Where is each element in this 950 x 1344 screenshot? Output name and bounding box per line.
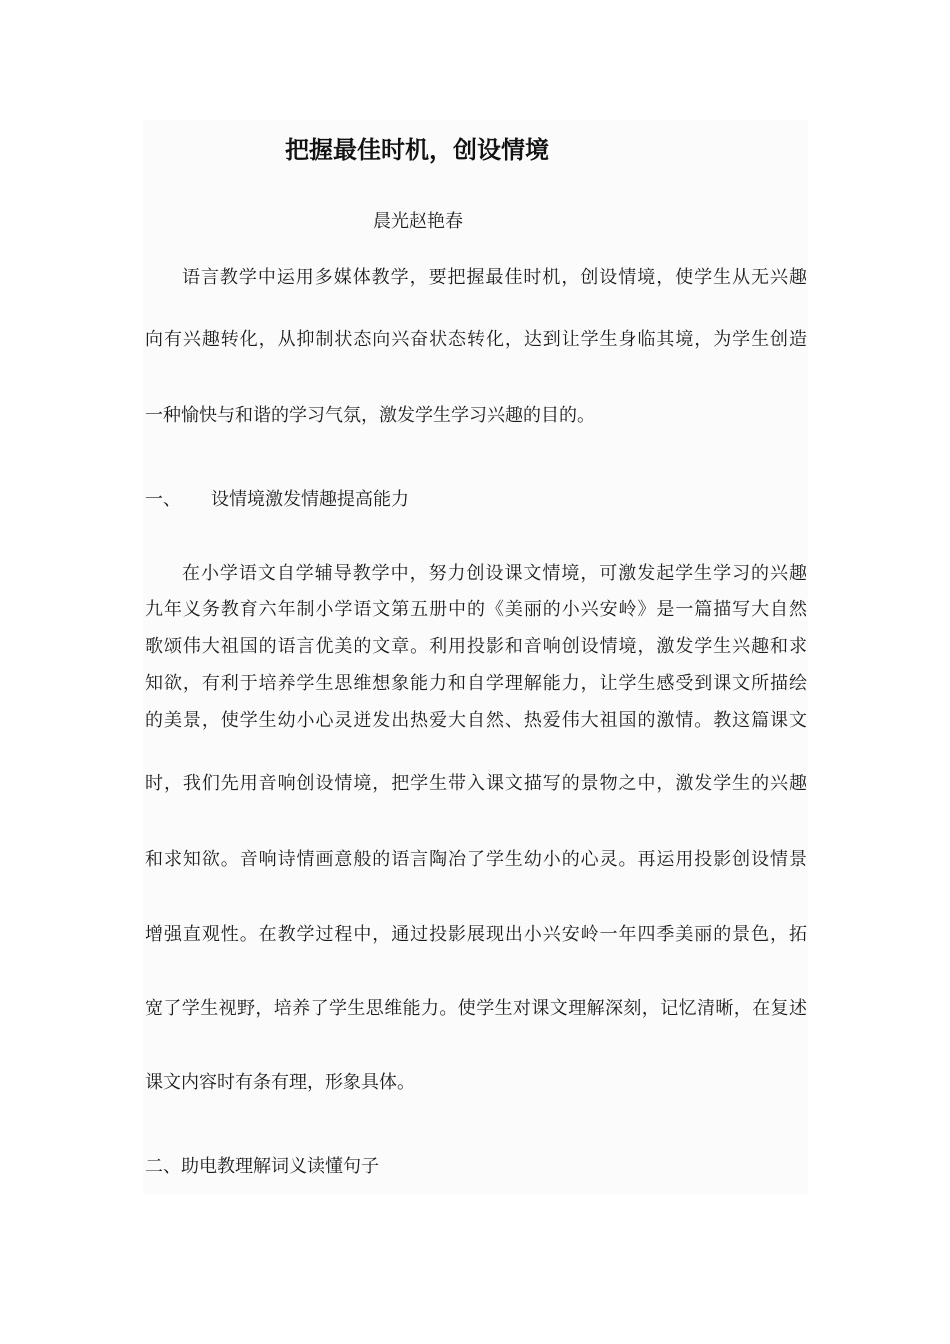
section-1-line-4: 知欲，有利于培养学生思维想象能力和自学理解能力，让学生感受到课文所描绘 (145, 673, 807, 694)
section-1-line-3: 歌颂伟大祖国的语言优美的文章。利用投影和音响创设情境，激发学生兴趣和求 (145, 636, 807, 657)
section-1-number: 一、 (145, 489, 181, 510)
intro-line-2: 向有兴趣转化，从抑制状态向兴奋状态转化，达到让学生身临其境，为学生创造 (145, 329, 807, 350)
section-1-line-8: 增强直观性。在教学过程中，通过投影展现出小兴安岭一年四季美丽的景色，拓 (145, 924, 807, 945)
author-name: 晨光赵艳春 (373, 211, 463, 232)
section-1-line-10: 课文内容时有条有理，形象具体。 (145, 1072, 415, 1093)
section-1-line-1: 在小学语文自学辅导教学中，努力创设课文情境，可激发起学生学习的兴趣 (182, 563, 807, 584)
section-1-line-9: 宽了学生视野，培养了学生思维能力。使学生对课文理解深刻，记忆清晰，在复述 (145, 998, 807, 1019)
section-1-line-6: 时，我们先用音响创设情境，把学生带入课文描写的景物之中，激发学生的兴趣 (145, 773, 807, 794)
section-2-heading: 二、助电教理解词义读懂句子 (145, 1156, 379, 1177)
section-1-heading (145, 488, 409, 512)
document-title: 把握最佳时机，创设情境 (285, 136, 549, 164)
intro-line-1: 语言教学中运用多媒体教学，要把握最佳时机，创设情境，使学生从无兴趣 (182, 267, 807, 288)
section-1-line-5: 的美景，使学生幼小心灵迸发出热爱大自然、热爱伟大祖国的激情。教这篇课文 (145, 710, 807, 731)
section-1-line-7: 和求知欲。音响诗情画意般的语言陶冶了学生幼小的心灵。再运用投影创设情景 (145, 849, 807, 870)
section-1-title: 设情境激发情趣提高能力 (211, 489, 409, 510)
section-1-line-2: 九年义务教育六年制小学语文第五册中的《美丽的小兴安岭》是一篇描写大自然 (145, 599, 807, 620)
intro-line-3: 一种愉快与和谐的学习气氛，激发学生学习兴趣的目的。 (145, 405, 595, 426)
